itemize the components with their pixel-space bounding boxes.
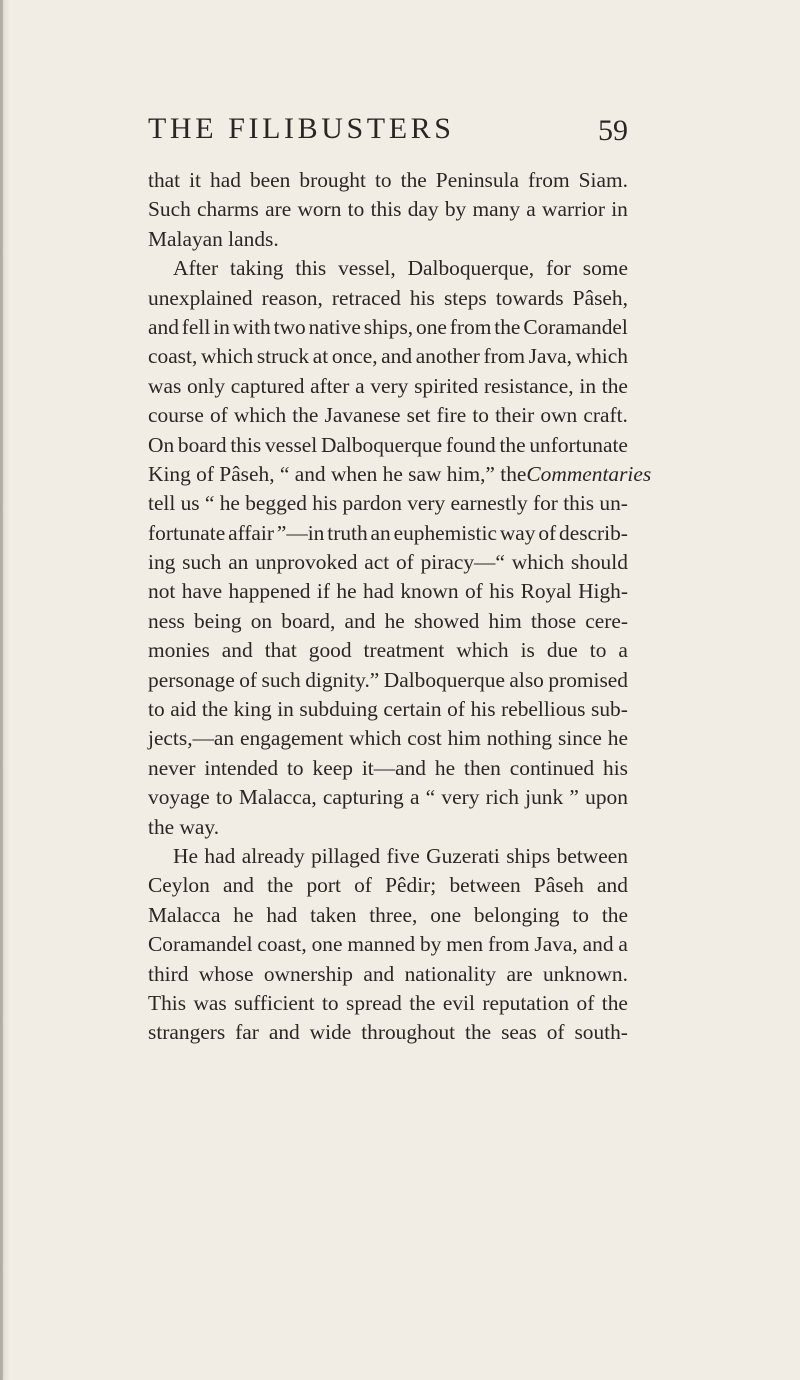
word: only xyxy=(187,373,226,398)
word: one xyxy=(416,314,447,339)
text-line xyxy=(148,783,628,812)
word: a xyxy=(355,373,365,398)
word: he xyxy=(384,608,405,633)
text-line xyxy=(148,636,628,665)
word: to xyxy=(216,785,233,810)
word: coast, xyxy=(257,932,307,957)
word: good xyxy=(308,638,352,663)
word: of xyxy=(546,1020,565,1045)
word: earnestly xyxy=(450,491,528,516)
word: had xyxy=(204,843,236,868)
word: the xyxy=(267,873,294,898)
word: of xyxy=(395,550,414,575)
word: which xyxy=(456,638,509,663)
word: it—and xyxy=(361,755,426,780)
word: Coramandel xyxy=(523,314,628,339)
word: of xyxy=(354,873,372,898)
word: unprovoked xyxy=(255,550,358,575)
word: Java, xyxy=(534,932,578,957)
word: aid xyxy=(170,697,197,722)
word: strangers xyxy=(148,1020,226,1045)
text-line xyxy=(148,489,628,518)
word: engagement xyxy=(239,726,344,751)
word: and xyxy=(597,873,628,898)
word: Guzerati xyxy=(426,843,500,868)
word: brought xyxy=(299,168,366,192)
word: an xyxy=(370,520,391,545)
word: his xyxy=(312,491,338,516)
word: towards xyxy=(495,285,564,310)
word: their xyxy=(495,403,535,428)
word: king xyxy=(233,697,272,722)
word: never xyxy=(148,755,196,780)
word: captured xyxy=(230,373,305,398)
word: way xyxy=(499,520,536,545)
word: in xyxy=(611,197,628,222)
running-title: THE FILIBUSTERS xyxy=(148,112,455,145)
word: a xyxy=(618,638,628,663)
text-line xyxy=(148,313,628,342)
word: certain xyxy=(383,697,442,722)
word: men xyxy=(446,932,484,957)
word: throughout xyxy=(361,1020,456,1045)
word: his xyxy=(409,285,435,310)
word: he xyxy=(607,726,628,751)
word: which xyxy=(233,403,287,428)
word: rebellious xyxy=(501,697,586,722)
word: he xyxy=(336,579,357,604)
word: have xyxy=(181,579,223,604)
word: with xyxy=(232,314,271,339)
word: ness xyxy=(148,608,185,633)
text-line xyxy=(148,342,628,371)
word: Pêdir; xyxy=(385,873,437,898)
word: are xyxy=(265,197,292,222)
word: and xyxy=(381,344,413,369)
word: not xyxy=(148,579,176,604)
word: which xyxy=(511,550,565,575)
word: at xyxy=(312,344,329,369)
word: pillaged xyxy=(311,843,381,868)
word: being xyxy=(194,608,242,633)
word: spread xyxy=(346,990,402,1015)
word: from xyxy=(528,168,570,192)
word: taking xyxy=(230,256,284,281)
word: set xyxy=(406,403,431,428)
word: jects,—an xyxy=(148,726,235,751)
word: Dalboquerque xyxy=(383,667,505,692)
word: was xyxy=(193,990,227,1015)
word: “ xyxy=(204,491,215,516)
word: very xyxy=(407,491,446,516)
word: taken xyxy=(310,902,357,927)
word: He xyxy=(173,843,198,868)
word: spirited xyxy=(414,373,479,398)
word: another xyxy=(415,344,480,369)
word: very xyxy=(370,373,409,398)
text-line xyxy=(148,372,628,401)
word: in xyxy=(277,697,294,722)
word: is xyxy=(520,638,535,663)
word: known xyxy=(400,579,459,604)
word: third xyxy=(148,961,189,986)
word: craft. xyxy=(583,403,628,428)
word: by xyxy=(444,197,467,222)
word: after xyxy=(310,373,350,398)
word: it xyxy=(189,168,201,192)
word: fire xyxy=(436,403,467,428)
word: intended xyxy=(204,755,279,780)
word: vessel, xyxy=(338,256,396,281)
word: Dalboquerque, xyxy=(407,256,535,281)
word: sub- xyxy=(591,697,628,722)
word: board, xyxy=(281,608,336,633)
word: those xyxy=(530,608,577,633)
word: from xyxy=(487,932,530,957)
word: between xyxy=(556,843,628,868)
word: he xyxy=(219,491,240,516)
word: found xyxy=(445,432,496,457)
text-line xyxy=(148,871,628,900)
word: whose xyxy=(198,961,254,986)
word: voyage xyxy=(148,785,210,810)
word: treatment xyxy=(363,638,445,663)
word: junk xyxy=(525,785,564,810)
word: vessel xyxy=(264,432,318,457)
word: resistance, xyxy=(483,373,574,398)
text-line xyxy=(148,401,628,430)
word: of xyxy=(447,697,465,722)
word: seas xyxy=(501,1020,537,1045)
word: and xyxy=(344,608,376,633)
word: between xyxy=(449,873,521,898)
word: far xyxy=(235,1020,259,1045)
word: which xyxy=(575,344,628,369)
word: retraced xyxy=(331,285,401,310)
text-line xyxy=(148,548,628,577)
word: begged xyxy=(245,491,307,516)
word: describ- xyxy=(559,520,628,545)
word: ships, xyxy=(363,314,414,339)
word: should xyxy=(570,550,628,575)
word: the xyxy=(409,990,436,1015)
word: unfortunate xyxy=(529,432,628,457)
page-edge-shadow xyxy=(0,0,3,1380)
word: Malacca, xyxy=(238,785,317,810)
word: tell xyxy=(148,491,176,516)
word: the xyxy=(601,902,628,927)
word: native xyxy=(308,314,361,339)
word: Such xyxy=(148,197,191,222)
text-line xyxy=(148,930,628,959)
word: in xyxy=(213,314,230,339)
word: sufficient xyxy=(234,990,315,1015)
word: one xyxy=(430,902,462,927)
page-number: 59 xyxy=(598,114,628,147)
text-line xyxy=(148,960,628,989)
word: been xyxy=(249,168,291,192)
word: which xyxy=(200,344,254,369)
word: also xyxy=(509,667,544,692)
word: his xyxy=(470,697,496,722)
word: very xyxy=(441,785,480,810)
word: to xyxy=(572,902,589,927)
word: showed xyxy=(413,608,480,633)
word: un- xyxy=(599,491,628,516)
word: since xyxy=(557,726,602,751)
word: coast, xyxy=(148,344,198,369)
word: he xyxy=(434,755,456,780)
word: two xyxy=(273,314,306,339)
word: to xyxy=(374,168,392,192)
body-text xyxy=(148,166,652,1048)
word: “ xyxy=(425,785,436,810)
word: nothing xyxy=(486,726,553,751)
word: and xyxy=(223,873,254,898)
word: keep xyxy=(312,755,353,780)
word: then xyxy=(464,755,501,780)
word: this xyxy=(230,432,262,457)
word: Coramandel xyxy=(148,932,253,957)
word: subduing xyxy=(299,697,378,722)
text-line xyxy=(148,519,628,548)
word: fell xyxy=(181,314,211,339)
word: the xyxy=(400,168,427,192)
word: of xyxy=(464,579,483,604)
word: him xyxy=(488,608,522,633)
word: happened xyxy=(228,579,311,604)
text-line xyxy=(148,577,628,606)
word: south- xyxy=(574,1020,628,1045)
word: to xyxy=(321,990,339,1015)
word: This xyxy=(148,990,187,1015)
word: in xyxy=(579,373,597,398)
word: an xyxy=(228,550,249,575)
word: from xyxy=(449,314,492,339)
word: euphemistic xyxy=(393,520,497,545)
word: High- xyxy=(578,579,628,604)
text-line: Malayan lands. xyxy=(148,226,279,251)
word: had xyxy=(210,168,241,192)
word: ”—in xyxy=(276,520,325,545)
word: he xyxy=(233,902,254,927)
text-line: the way. xyxy=(148,814,220,839)
word: upon xyxy=(585,785,628,810)
text-line xyxy=(148,254,628,283)
word: to xyxy=(589,638,607,663)
word: Malacca xyxy=(148,902,221,927)
word: three, xyxy=(369,902,418,927)
text-line xyxy=(148,695,628,724)
word: rich xyxy=(485,785,519,810)
word: such xyxy=(261,667,301,692)
word: ownership xyxy=(263,961,353,986)
word: such xyxy=(182,550,222,575)
word: day xyxy=(407,197,439,222)
word: the xyxy=(465,1020,492,1045)
word: Royal xyxy=(520,579,572,604)
word: Dalboquerque xyxy=(320,432,443,457)
word: ships xyxy=(506,843,551,868)
word: Pâseh, xyxy=(572,285,628,310)
word: this xyxy=(563,491,595,516)
word: truth xyxy=(327,520,368,545)
text-segment: King of Pâseh, “ and when he saw him,” the xyxy=(148,461,527,486)
italic-title: Commentaries xyxy=(526,461,652,486)
word: that xyxy=(264,638,297,663)
word: cost xyxy=(407,726,442,751)
word: Pâseh xyxy=(533,873,584,898)
word: course xyxy=(148,403,204,428)
text-line xyxy=(148,754,628,783)
word: a xyxy=(409,785,420,810)
word: Ceylon xyxy=(148,873,210,898)
word: manned xyxy=(347,932,416,957)
word: for xyxy=(545,256,571,281)
word: the xyxy=(601,990,628,1015)
word: that xyxy=(148,168,181,192)
word: port xyxy=(306,873,341,898)
word: by xyxy=(419,932,442,957)
text-line xyxy=(148,195,628,224)
word: pardon xyxy=(342,491,402,516)
word: affair xyxy=(228,520,274,545)
word: already xyxy=(241,843,305,868)
word: this xyxy=(295,256,327,281)
word: to xyxy=(472,403,489,428)
word: a xyxy=(618,932,628,957)
word: the xyxy=(292,403,319,428)
word: fortunate xyxy=(148,520,226,545)
text-line xyxy=(148,724,628,753)
word: continued xyxy=(509,755,595,780)
word: if xyxy=(316,579,330,604)
word: After xyxy=(173,256,219,281)
word: capturing xyxy=(322,785,404,810)
word: dignity.” xyxy=(305,667,380,692)
word: of xyxy=(576,990,595,1015)
word: On xyxy=(148,432,175,457)
word: which xyxy=(349,726,402,751)
word: to xyxy=(286,755,304,780)
word: charms xyxy=(197,197,259,222)
word: reputation xyxy=(482,990,570,1015)
word: piracy—“ xyxy=(420,550,505,575)
word: ” xyxy=(569,785,579,810)
word: some xyxy=(582,256,628,281)
word: due xyxy=(546,638,578,663)
word: once, xyxy=(331,344,378,369)
word: Siam. xyxy=(578,168,628,192)
word: to xyxy=(347,197,365,222)
word: warrior xyxy=(542,197,605,222)
word: board xyxy=(177,432,227,457)
word: from xyxy=(483,344,526,369)
word: the xyxy=(601,373,628,398)
word: and xyxy=(268,1020,300,1045)
word: of xyxy=(538,520,557,545)
word: and xyxy=(582,932,614,957)
text-line xyxy=(148,166,628,195)
text-line xyxy=(148,607,628,636)
word: reason, xyxy=(261,285,323,310)
word: his xyxy=(489,579,515,604)
word: worn xyxy=(297,197,342,222)
word: personage xyxy=(148,667,235,692)
word: Peninsula xyxy=(435,168,519,192)
word: this xyxy=(370,197,402,222)
word: unknown. xyxy=(542,961,628,986)
word: a xyxy=(526,197,536,222)
page-header xyxy=(148,112,628,156)
word: struck xyxy=(256,344,310,369)
word: the xyxy=(201,697,229,722)
word: five xyxy=(386,843,420,868)
word: nationality xyxy=(404,961,497,986)
word: own xyxy=(540,403,578,428)
word: monies xyxy=(148,638,210,663)
word: for xyxy=(532,491,558,516)
word: Javanese xyxy=(324,403,401,428)
word: and xyxy=(148,314,179,339)
text-line xyxy=(148,1018,628,1047)
word: the xyxy=(499,432,526,457)
word: us xyxy=(180,491,200,516)
word: unexplained xyxy=(148,285,253,310)
text-line xyxy=(148,842,628,871)
word: had xyxy=(363,579,394,604)
word: wide xyxy=(309,1020,352,1045)
word: and xyxy=(363,961,395,986)
word: on xyxy=(250,608,273,633)
word: his xyxy=(603,755,628,780)
word: act xyxy=(364,550,390,575)
word: are xyxy=(506,961,533,986)
word: him xyxy=(447,726,481,751)
text-line xyxy=(148,901,628,930)
word: evil xyxy=(442,990,475,1015)
word: many xyxy=(472,197,521,222)
word: and xyxy=(221,638,253,663)
word: had xyxy=(266,902,298,927)
word: of xyxy=(209,403,228,428)
word: cere- xyxy=(585,608,628,633)
word: one xyxy=(311,932,343,957)
text-line xyxy=(148,284,628,313)
word: promised xyxy=(548,667,628,692)
text-line xyxy=(148,989,628,1018)
word: belonging xyxy=(473,902,560,927)
word: was xyxy=(148,373,182,398)
word: ing xyxy=(148,550,176,575)
word: to xyxy=(148,697,165,722)
text-line xyxy=(148,431,628,460)
word: the xyxy=(494,314,521,339)
word: of xyxy=(239,667,258,692)
text-line xyxy=(148,666,628,695)
word: Java, xyxy=(528,344,573,369)
word: steps xyxy=(443,285,487,310)
text-line xyxy=(148,460,652,489)
